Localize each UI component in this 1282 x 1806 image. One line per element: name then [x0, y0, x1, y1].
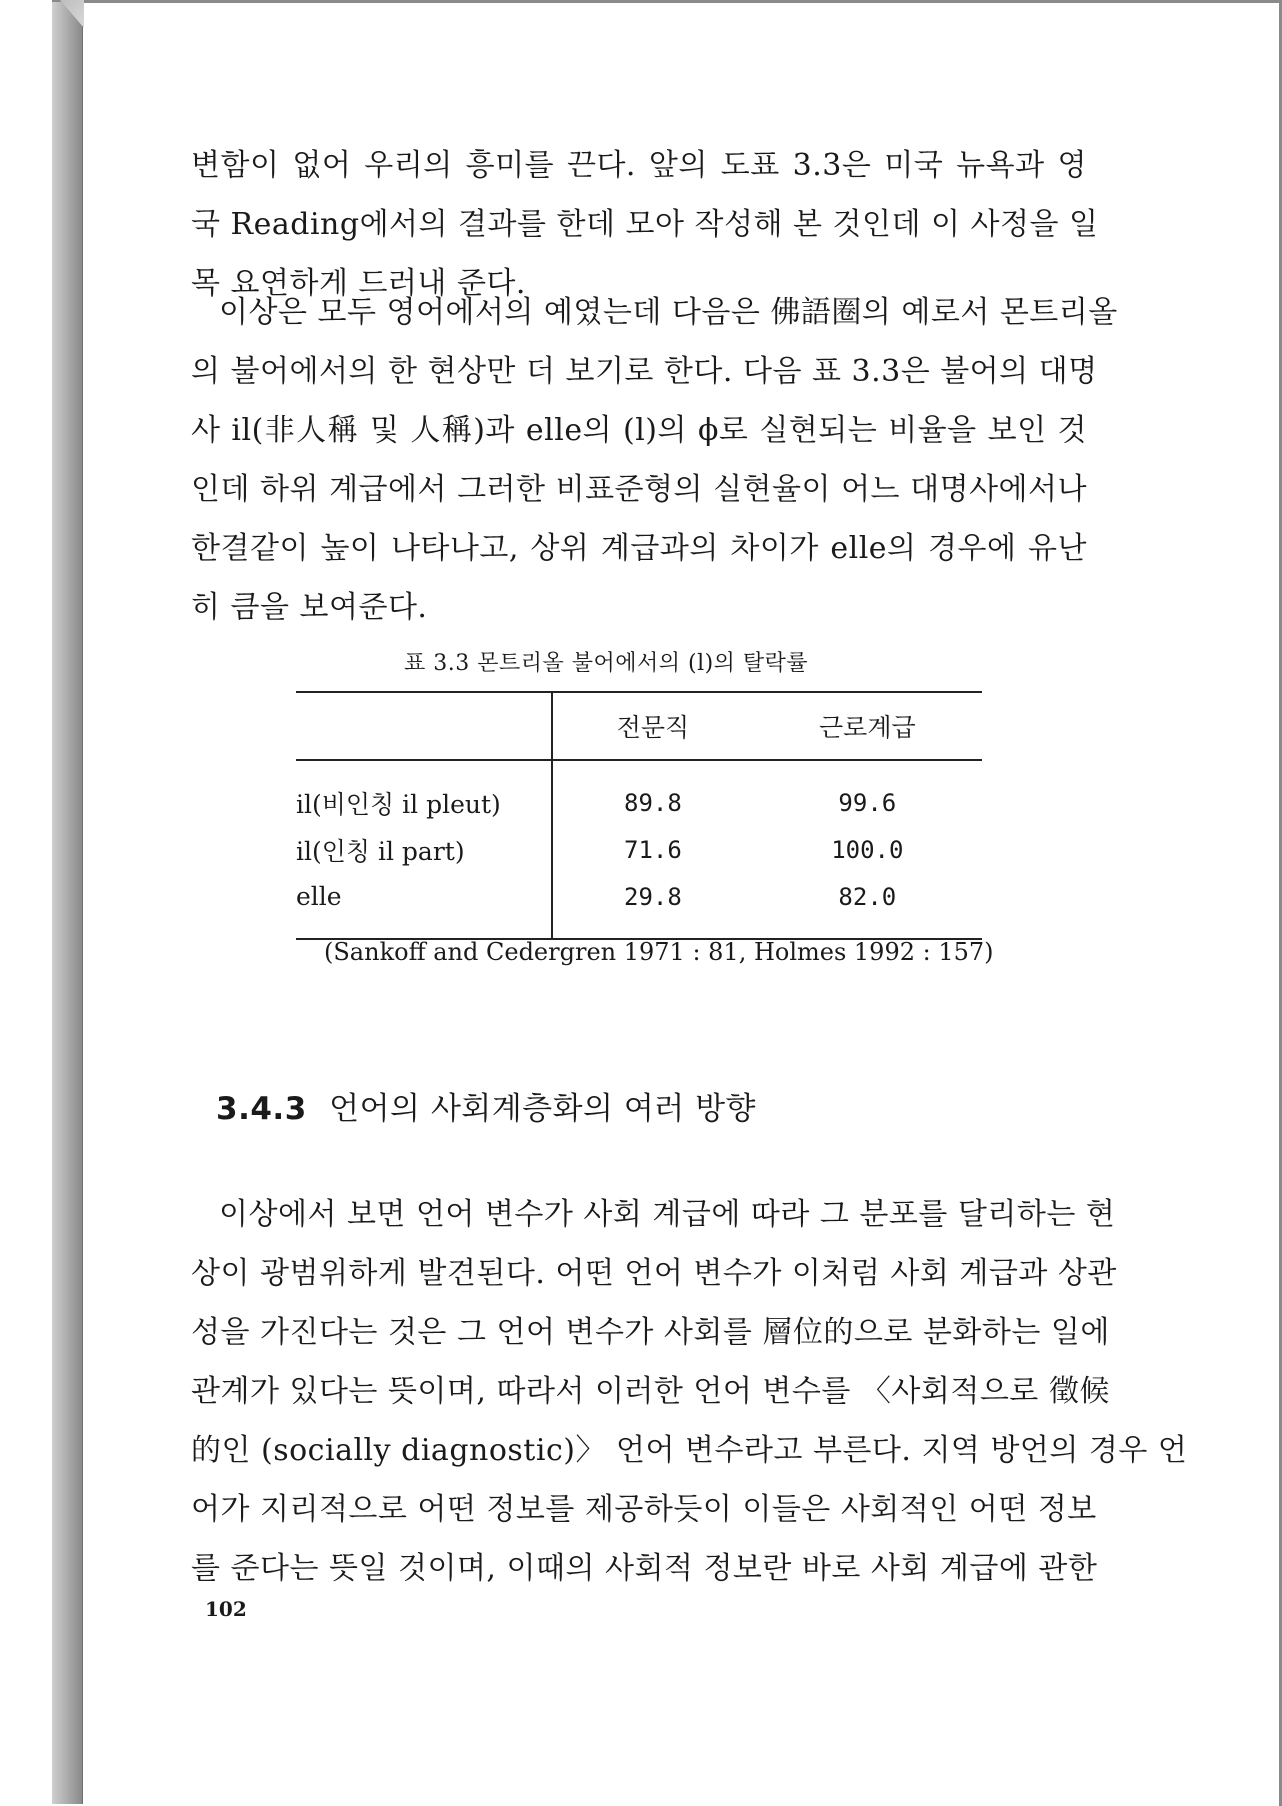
page-stack-edge [52, 2, 83, 1804]
paragraph-line: 를 준다는 뜻일 것이며, 이때의 사회적 정보란 바로 사회 계급에 관한 [191, 1551, 1098, 1586]
cell-working-class: 100.0 [831, 835, 904, 864]
paragraph-line: 한결같이 높이 나타나고, 상위 계급과의 차이가 elle의 경우에 유난 [191, 531, 1087, 566]
cell-professional: 71.6 [624, 835, 682, 864]
table-header-row [296, 692, 982, 760]
page-number: 102 [205, 1597, 247, 1621]
table-row [296, 760, 982, 826]
table-source-citation: (Sankoff and Cedergren 1971 : 81, Holmes 1992 : 157) [324, 938, 994, 966]
section-title: 언어의 사회계층화의 여러 방향 [329, 1091, 756, 1127]
section-heading [216, 1083, 756, 1128]
paragraph-3 [191, 1185, 1188, 1598]
table-caption: 표 3.3 몬트리올 불어에서의 (l)의 탈락률 [404, 651, 809, 676]
paragraph-line: 어가 지리적으로 어떤 정보를 제공하듯이 이들은 사회적인 어떤 정보 [191, 1492, 1097, 1527]
column-header-working-class: 근로계급 [819, 713, 916, 742]
paragraph-line: 이상에서 보면 언어 변수가 사회 계급에 따라 그 분포를 달리하는 현 [219, 1197, 1116, 1232]
paragraph-line: 이상은 모두 영어에서의 예였는데 다음은 佛語圈의 예로서 몬트리올 [219, 295, 1118, 330]
page-top-edge [52, 0, 1280, 3]
table-row [296, 873, 982, 939]
cell-professional: 29.8 [624, 882, 682, 911]
elision-rate-table [296, 691, 982, 940]
cell-professional: 89.8 [624, 788, 682, 817]
cell-working-class: 82.0 [838, 882, 897, 911]
cell-working-class: 99.6 [838, 788, 897, 817]
row-label: elle [296, 873, 552, 939]
paragraph-line: 의 불어에서의 한 현상만 더 보기로 한다. 다음 표 3.3은 불어의 대명 [191, 354, 1098, 389]
paragraph-line: 인데 하위 계급에서 그러한 비표준형의 실현율이 어느 대명사에서나 [191, 472, 1087, 507]
paragraph-line: 관계가 있다는 뜻이며, 따라서 이러한 언어 변수를 〈사회적으로 徵候 [191, 1374, 1110, 1409]
paragraph-line: 사 il(非人稱 및 人稱)과 elle의 (l)의 ϕ로 실현되는 비율을 보인 것 [191, 413, 1087, 448]
paragraph-line: 的인 (socially diagnostic)〉 언어 변수라고 부른다. 지역 방언의 경우 언 [191, 1433, 1188, 1468]
table-row [296, 826, 982, 873]
row-label: il(비인칭 il pleut) [296, 760, 552, 826]
row-label: il(인칭 il part) [296, 826, 552, 873]
paragraph-line: 국 Reading에서의 결과를 한데 모아 작성해 본 것인데 이 사정을 일 [191, 207, 1099, 242]
paragraph-line: 목 요연하게 드러내 준다. [191, 266, 526, 301]
paragraph-line: 상이 광범위하게 발견된다. 어떤 언어 변수가 이처럼 사회 계급과 상관 [191, 1256, 1117, 1291]
section-number: 3.4.3 [216, 1091, 307, 1127]
table-corner-cell [296, 692, 552, 760]
paragraph-line: 변함이 없어 우리의 흥미를 끈다. 앞의 도표 3.3은 미국 뉴욕과 영 [191, 148, 1087, 183]
paragraph-2 [191, 283, 1118, 637]
column-header-professional: 전문직 [616, 713, 690, 742]
paragraph-line: 히 큼을 보여준다. [191, 590, 428, 625]
paragraph-line: 성을 가진다는 것은 그 언어 변수가 사회를 層位的으로 분화하는 일에 [191, 1315, 1110, 1350]
